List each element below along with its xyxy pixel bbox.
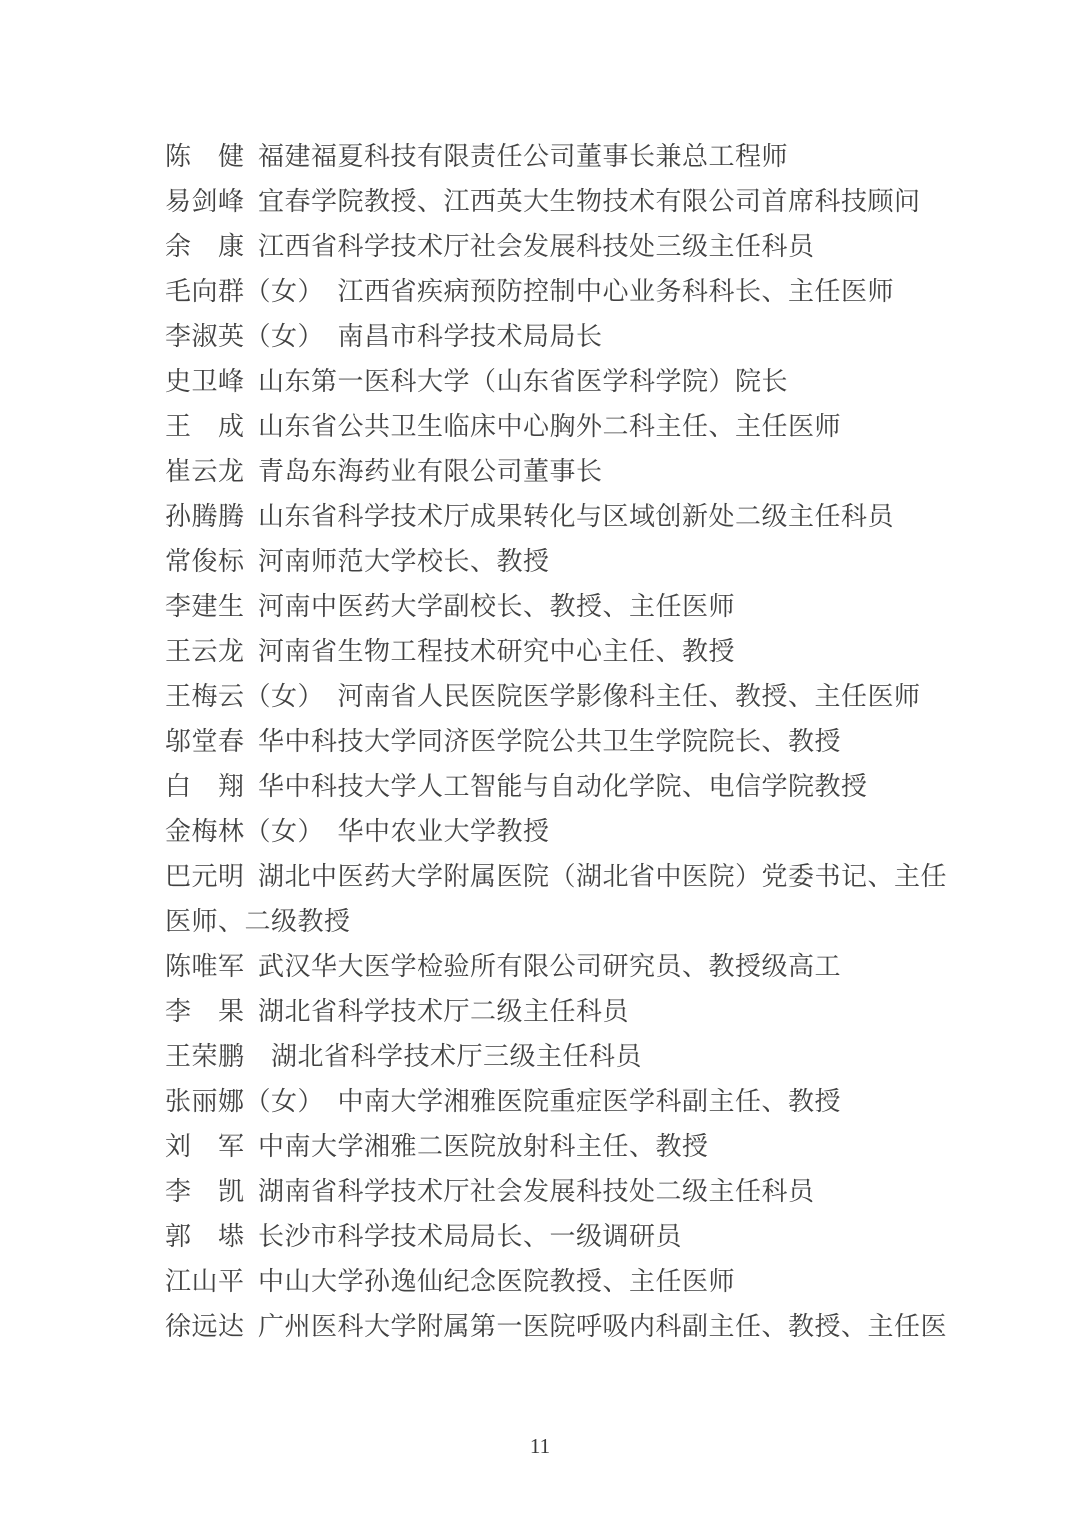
- roster-line: 李 果 湖北省科学技术厅二级主任科员: [165, 997, 630, 1026]
- roster-line: 金梅林（女） 华中农业大学教授: [165, 817, 550, 846]
- roster-line: 巴元明 湖北中医药大学附属医院（湖北省中医院）党委书记、主任: [165, 862, 948, 891]
- roster-line: 易剑峰 宜春学院教授、江西英大生物技术有限公司首席科技顾问: [165, 187, 921, 216]
- roster-line: 李 凯 湖南省科学技术厅社会发展科技处二级主任科员: [165, 1177, 815, 1206]
- roster-line: 毛向群（女） 江西省疾病预防控制中心业务科科长、主任医师: [165, 277, 895, 306]
- roster-list: [165, 134, 965, 1349]
- roster-line: 王云龙 河南省生物工程技术研究中心主任、教授: [165, 637, 736, 666]
- roster-line: 郭 塨 长沙市科学技术局局长、一级调研员: [165, 1222, 683, 1251]
- roster-line: 邬堂春 华中科技大学同济医学院公共卫生学院院长、教授: [165, 727, 842, 756]
- roster-line: 张丽娜（女） 中南大学湘雅医院重症医学科副主任、教授: [165, 1087, 842, 1116]
- roster-line: 余 康 江西省科学技术厅社会发展科技处三级主任科员: [165, 232, 815, 261]
- roster-line: 王 成 山东省公共卫生临床中心胸外二科主任、主任医师: [165, 412, 842, 441]
- roster-line: 常俊标 河南师范大学校长、教授: [165, 547, 550, 576]
- roster-line-continuation: 医师、二级教授: [165, 907, 351, 936]
- roster-line: 王梅云（女） 河南省人民医院医学影像科主任、教授、主任医师: [165, 682, 921, 711]
- roster-line: 徐远达 广州医科大学附属第一医院呼吸内科副主任、教授、主任医: [165, 1312, 948, 1341]
- roster-line: 崔云龙 青岛东海药业有限公司董事长: [165, 457, 603, 486]
- roster-line: 史卫峰 山东第一医科大学（山东省医学科学院）院长: [165, 367, 789, 396]
- page-number: 11: [529, 1434, 551, 1458]
- roster-line: 陈唯军 武汉华大医学检验所有限公司研究员、教授级高工: [165, 952, 842, 981]
- roster-line: 白 翔 华中科技大学人工智能与自动化学院、电信学院教授: [165, 772, 868, 801]
- roster-line: 刘 军 中南大学湘雅二医院放射科主任、教授: [165, 1132, 709, 1161]
- roster-line: 孙腾腾 山东省科学技术厅成果转化与区域创新处二级主任科员: [165, 502, 895, 531]
- roster-line: 李建生 河南中医药大学副校长、教授、主任医师: [165, 592, 736, 621]
- roster-line: 陈 健 福建福夏科技有限责任公司董事长兼总工程师: [165, 142, 789, 171]
- roster-line: 王荣鹏 湖北省科学技术厅三级主任科员: [165, 1042, 643, 1071]
- roster-line: 江山平 中山大学孙逸仙纪念医院教授、主任医师: [165, 1267, 736, 1296]
- roster-line: 李淑英（女） 南昌市科学技术局局长: [165, 322, 603, 351]
